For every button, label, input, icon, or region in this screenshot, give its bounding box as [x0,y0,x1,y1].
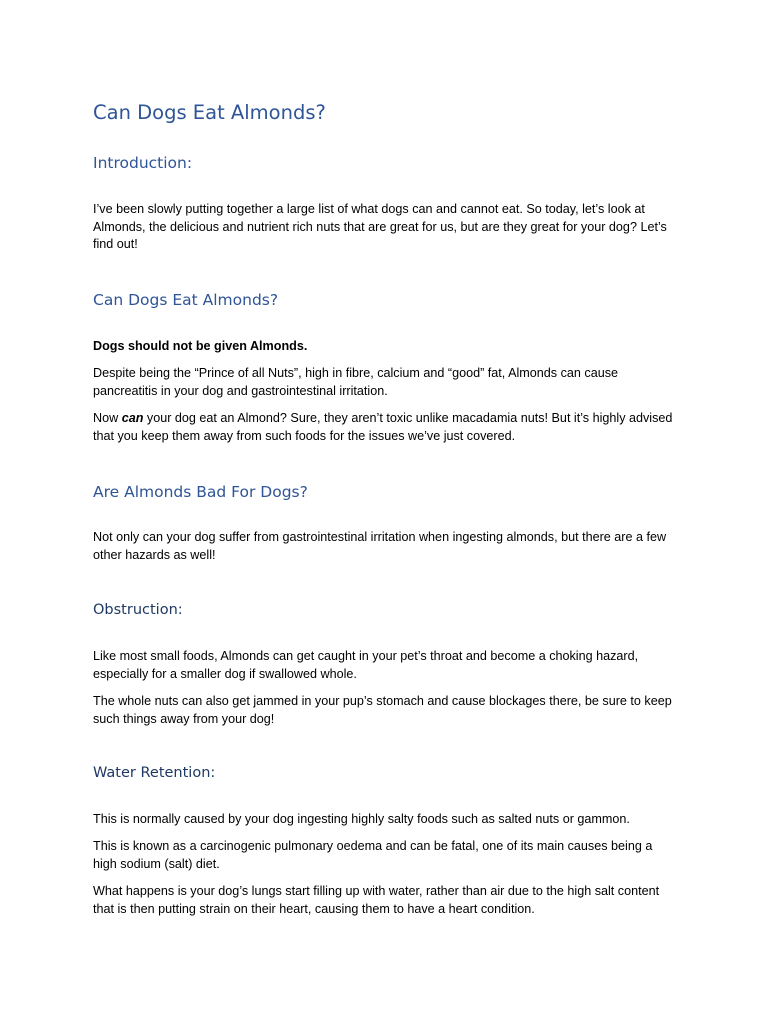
obstruction-paragraph-1: Like most small foods, Almonds can get caught in your pet’s throat and become a choking hazard, especially for a smaller dog if swallowed whole. [93,649,639,681]
intro-paragraph: I’ve been slowly putting together a large list of what dogs can and cannot eat. So today, let’s look at Almonds, the delicious and nutrient rich nuts that are great for us, but are they great for your dog? Let’s find out! [93,202,667,251]
can-eat-paragraph-2 [93,410,678,445]
water-paragraph-2: This is known as a carcinogenic pulmonary oedema and can be fatal, one of its main causes being a high sodium (salt) diet. [93,839,653,871]
heading-are-almonds-bad: Are Almonds Bad For Dogs? [93,483,308,501]
page-title: Can Dogs Eat Almonds? [93,101,326,124]
water-paragraph-3: What happens is your dog’s lungs start filling up with water, rather than air due to the high salt content that is then putting strain on their heart, causing them to have a heart condition. [93,884,660,916]
warning-line: Dogs should not be given Almonds. [93,339,308,353]
heading-water-retention: Water Retention: [93,765,216,781]
bad-paragraph: Not only can your dog suffer from gastrointestinal irritation when ingesting almonds, but there are a few other hazards as well! [93,530,667,562]
obstruction-paragraph-2: The whole nuts can also get jammed in your pup’s stomach and cause blockages there, be sure to keep such things away from your dog! [93,694,672,726]
can-eat-p2-before: Now [93,411,122,425]
heading-obstruction: Obstruction: [93,602,183,618]
heading-can-dogs-eat-almonds: Can Dogs Eat Almonds? [93,291,279,309]
can-eat-p2-after: your dog eat an Almond? Sure, they aren’t toxic unlike macadamia nuts! But it’s highly advised that you keep them away from such foods for the issues we’ve just covered. [93,411,673,443]
can-eat-p2-emphasis: can [121,411,144,425]
can-eat-paragraph-1: Despite being the “Prince of all Nuts”, high in fibre, calcium and “good” fat, Almonds can cause pancreatitis in your dog and gastrointestinal irritation. [93,366,619,398]
heading-introduction: Introduction: [93,154,193,172]
water-paragraph-1: This is normally caused by your dog ingesting highly salty foods such as salted nuts or gammon. [93,812,630,826]
